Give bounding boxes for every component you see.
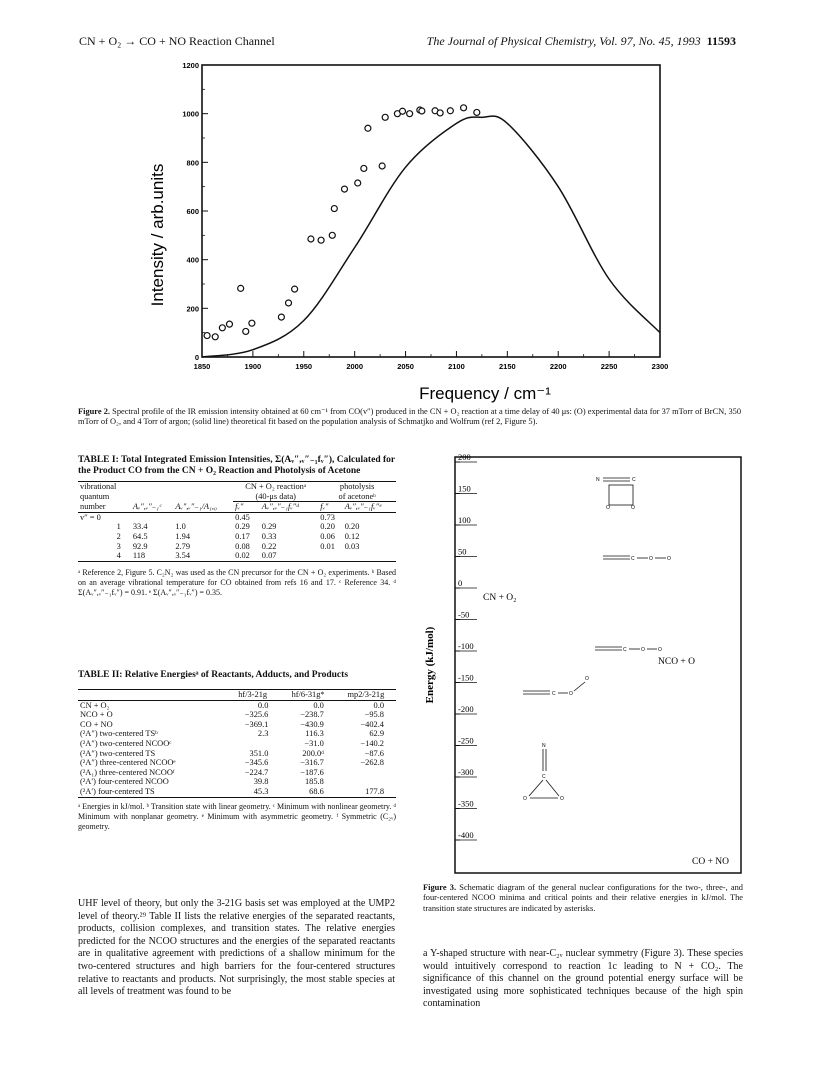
table-1-head-cell: Aᵥ″,ᵥ″₋₁fᵥ″ᵈ [261, 502, 299, 512]
figure-2-y-axis-label: Intensity / arb.units [148, 163, 167, 307]
table-2-block [78, 670, 396, 832]
table-cell: 351.0 [249, 748, 269, 758]
table-cell: 1 [116, 522, 121, 532]
energy-tick-label: 0 [458, 578, 463, 588]
table-1-head-cell: Aᵥ″,ᵥ″₋₁fᵥ″ᵉ [344, 502, 382, 512]
table-cell: 2.3 [257, 729, 269, 739]
figure-3-energy-ticks [455, 452, 477, 840]
data-point [361, 165, 367, 171]
table-cell: 0.08 [235, 541, 250, 551]
table-cell: 200.0ᵈ [302, 748, 324, 758]
atom-o: O [631, 505, 635, 511]
table-cell: −31.0 [304, 738, 324, 748]
table-row [78, 787, 396, 797]
table-1-title: TABLE I: Total Integrated Emission Intensities, Σ(Aᵥ″,ᵥ″₋₁fᵥ″), Calculated for the Product CO from the CN + O₂ Reaction and Photolysis of Acetone [78, 455, 395, 476]
table-cell [225, 739, 280, 749]
table-cell: 0.73 [320, 512, 335, 522]
data-point [278, 314, 284, 320]
table-cell [318, 551, 342, 561]
x-tick-label: 2300 [651, 362, 669, 371]
data-point [461, 105, 467, 111]
table-row [78, 758, 396, 768]
data-point [238, 285, 244, 291]
table-1-head-cell: number [80, 501, 106, 511]
table-cell: 39.8 [253, 777, 269, 787]
x-tick-label: 2150 [498, 362, 516, 371]
table-row [78, 512, 396, 522]
page-number: 11593 [706, 34, 736, 48]
table-1-head-cell: fᵥ″ [235, 502, 244, 512]
table-1-head-cell: Aᵥ″,ᵥ″₋₁ᶜ [132, 501, 162, 511]
table-cell [336, 768, 396, 778]
table-cell: 0.17 [235, 531, 250, 541]
x-tick-label: 2050 [397, 362, 414, 371]
table-cell: −262.8 [360, 758, 384, 768]
journal-citation: The Journal of Physical Chemistry, Vol. 97, No. 45, 1993 [426, 34, 701, 48]
table-cell: −87.6 [364, 748, 384, 758]
table-row [78, 739, 396, 749]
x-tick-label: 2200 [549, 362, 567, 371]
table-cell: −140.2 [360, 738, 384, 748]
table-1-block [78, 455, 396, 598]
atom-o: O [569, 691, 573, 697]
energy-tick-label: 100 [458, 515, 471, 525]
table-cell: 64.5 [132, 531, 148, 541]
figure-3-diagram [422, 451, 744, 881]
data-point [308, 236, 314, 242]
label-reactants: CN + O₂ [483, 593, 517, 603]
table-1-head-cell: vibrational [80, 482, 117, 491]
table-cell: (²A₁) three-centered NCOOᶠ [80, 767, 175, 777]
table-head-cell [78, 690, 225, 701]
table-row [78, 542, 396, 552]
data-point [341, 186, 347, 192]
table-row [78, 532, 396, 542]
atom-o: O [667, 556, 671, 562]
table-row [78, 768, 396, 778]
table-cell: −325.6 [244, 710, 269, 720]
table-cell: 1.94 [175, 531, 191, 541]
data-point [400, 108, 406, 114]
structure-linear-ncoo [603, 556, 671, 562]
data-point [243, 328, 249, 334]
atom-o: O [658, 647, 662, 653]
atom-c: C [542, 774, 546, 780]
table-1-footnote: ᵃ Reference 2, Figure 5. C₂N₂ was used as the CN precursor for the CN + O₂ experiments. ᵇ Based on an average vibrational temperature for CO obtained from refs 16 and 17. ᶜ Reference 34. ᵈ Σ(Aᵥ″,ᵥ″₋₁fᵥ″) = 0.91. ᵉ Σ(Aᵥ″,ᵥ″₋₁fᵥ″) = 0.35. [78, 567, 396, 597]
x-tick-label: 1850 [193, 362, 211, 371]
table-2-footnote: ᵃ Energies in kJ/mol. ᵇ Transition state with linear geometry. ᶜ Minimum with nonlinear geometry. ᵈ Minimum with nonplanar geometry. ᵉ Minimum with asymmetric geometry. ᶠ Symmetric (C₂ᵥ) geometry. [78, 801, 396, 831]
figure-2-chart [150, 55, 670, 405]
table-cell: −316.7 [300, 758, 324, 768]
atom-c: C [623, 647, 627, 653]
table-cell: 33.4 [132, 522, 148, 532]
table-cell: −430.9 [300, 719, 324, 729]
plot-frame [202, 65, 660, 357]
atom-o: O [641, 647, 645, 653]
data-point [292, 286, 298, 292]
table-cell: 3 [116, 541, 121, 551]
body-text-right: a Y-shaped structure with near-C₂ᵥ nuclear symmetry (Figure 3). These species would intuitively correspond to reaction 1c leading to N + CO₂. The significance of this channel on the ground potential energy surface will be investigated using more sophisticated techniques because of the high spin contamination [423, 948, 743, 1010]
data-point [219, 325, 225, 331]
table-cell: 3.54 [175, 551, 191, 561]
table-1-head-cell: Aᵥ″,ᵥ″₋₁/A₁,₀ [175, 501, 217, 511]
table-cell: (²A′) four-centered TS [80, 786, 155, 796]
figure-2-fit-line [202, 116, 660, 357]
figure-2-data-points [204, 105, 480, 340]
data-point [365, 125, 371, 131]
table-cell: 0.29 [261, 522, 277, 532]
data-point [286, 300, 292, 306]
figure-3-caption-label: Figure 3. [423, 883, 457, 892]
table-cell: 0.20 [320, 522, 335, 532]
table-row [78, 749, 396, 759]
table-cell: CO + NO [80, 719, 113, 729]
figure-2-caption [78, 407, 741, 428]
table-cell: 92.9 [132, 541, 148, 551]
figure-3-y-axis-label: Energy (kJ/mol) [424, 626, 436, 704]
atom-o: O [585, 676, 589, 682]
data-point [437, 110, 443, 116]
running-header-journal [386, 34, 736, 49]
data-point [419, 108, 425, 114]
table-cell: 0.0 [257, 700, 269, 710]
table-cell: (²A″) two-centered NCOOᶜ [80, 738, 172, 748]
table-cell: 4 [116, 551, 121, 561]
table-cell: 2.79 [175, 541, 191, 551]
data-point [204, 333, 210, 339]
figure-3-caption [423, 883, 743, 914]
table-1-group-subhead: (40-μs data) [233, 492, 318, 502]
x-tick-label: 2250 [600, 362, 618, 371]
energy-tick-label: 200 [458, 452, 471, 462]
figure-3-frame [455, 457, 741, 873]
table-cell: 0.07 [261, 551, 277, 561]
atom-o: O [560, 796, 564, 802]
table-cell: −224.7 [244, 767, 269, 777]
table-row [78, 700, 396, 710]
table-cell: 116.3 [305, 729, 324, 739]
table-2 [78, 689, 396, 798]
x-tick-label: 1900 [244, 362, 262, 371]
data-point [318, 237, 324, 243]
table-cell [343, 512, 396, 522]
label-nco-o: NCO + O [658, 657, 696, 667]
x-tick-label: 2100 [448, 362, 465, 371]
table-cell: (²A″) two-centered TSᵇ [80, 729, 158, 739]
structure-two-centered-ncoo [523, 676, 589, 697]
structure-three-centered-ncoo [523, 743, 564, 802]
table-1-group-head: photolysis [339, 482, 375, 491]
data-point [331, 206, 337, 212]
table-cell: −238.7 [300, 710, 324, 720]
table-cell: 68.6 [309, 786, 324, 796]
table-cell: v″ = 0 [80, 512, 101, 522]
table-row [78, 777, 396, 787]
table-cell: 0.45 [235, 512, 250, 522]
table-cell: 45.3 [253, 786, 269, 796]
figure-2-caption-text: Spectral profile of the IR emission intensity obtained at 60 cm⁻¹ from CO(v″) produced in the CN + O₂ reaction at a time delay of 40 μs: (O) experimental data for 37 mTorr of BrCN, 350 mTorr of O₂, and 4 Torr of argon; (solid line) theoretical fit based on the population analysis of Schmatjko and Wolfrum (ref 2, Figure 5). [78, 407, 742, 427]
table-cell: (²A″) two-centered TS [80, 748, 156, 758]
table-cell: −187.6 [300, 767, 324, 777]
table-cell: 0.02 [235, 551, 250, 561]
table-row [78, 710, 396, 720]
atom-o: O [523, 796, 527, 802]
table-cell: 0.06 [320, 531, 335, 541]
y-tick-label: 1000 [182, 109, 199, 119]
x-tick-label: 1950 [295, 362, 313, 371]
y-tick-label: 200 [186, 304, 199, 314]
table-2-title: TABLE II: Relative Energiesᵃ of Reactants, Adducts, and Products [78, 670, 349, 680]
table-cell: 62.9 [369, 729, 384, 739]
figure-2-x-axis-label: Frequency / cm⁻¹ [419, 384, 551, 403]
data-point [355, 180, 361, 186]
atom-n: N [596, 477, 600, 483]
atom-o: O [606, 505, 610, 511]
table-cell: 0.03 [344, 541, 360, 551]
table-cell: −345.6 [244, 758, 269, 768]
table-cell: −95.8 [364, 710, 384, 720]
table-cell [173, 512, 233, 522]
y-tick-label: 0 [194, 353, 199, 362]
running-header-title: CN + O₂ → CO + NO Reaction Channel [79, 34, 275, 48]
table-1-group-subhead: of acetoneᵇ [318, 492, 396, 502]
table-head-cell: hf/3-21g [238, 690, 268, 699]
table-cell: 0.33 [261, 531, 277, 541]
atom-c: C [632, 477, 636, 483]
table-cell: (²A′) four-centered NCOO [80, 777, 169, 787]
energy-tick-label: -100 [458, 641, 474, 651]
data-point [447, 108, 453, 114]
atom-c: C [631, 556, 635, 562]
table-cell: 1.0 [175, 522, 186, 532]
data-point [249, 320, 255, 326]
table-cell [260, 512, 318, 522]
label-co-no: CO + NO [692, 857, 730, 867]
x-tick-label: 2000 [346, 362, 364, 371]
table-row [78, 551, 396, 561]
structure-two-centered-ts [595, 647, 662, 653]
table-1 [78, 481, 396, 562]
fit-curve [202, 116, 660, 357]
table-cell: 118 [132, 551, 146, 561]
table-row [78, 720, 396, 730]
table-cell: 185.8 [304, 777, 324, 787]
energy-tick-label: -250 [458, 735, 474, 746]
table-cell: −369.1 [244, 719, 269, 729]
energy-tick-label: -400 [458, 830, 474, 840]
table-cell: 0.0 [373, 700, 384, 710]
data-point [407, 111, 413, 117]
table-1-head-cell: quantum [80, 491, 110, 501]
table-cell: 0.22 [261, 541, 277, 551]
table-1-group-head: CN + O₂ reactionᵃ [245, 482, 307, 491]
table-cell [336, 777, 396, 787]
table-cell: 0.29 [235, 522, 250, 532]
body-text-left: UHF level of theory, but only the 3-21G basis set was employed at the UMP2 level of theory.²⁹ Table II lists the relative energies of the separated reactants, products, collision complexes, and transition states. The relative energies predicted for the NCOO structures and the energies of the separated reactants are in qualitative agreement with predictions of a shallow minimum for the two-centered structures and high barriers for the four-centered structures relative to reactants and products. Not surprisingly, the most stable species at all levels of treatment was found to be [78, 898, 395, 998]
figure-2-caption-label: Figure 2. [78, 407, 110, 416]
table-cell [131, 512, 174, 522]
table-cell: 0.01 [320, 541, 335, 551]
energy-tick-label: -300 [458, 767, 474, 777]
y-tick-label: 800 [186, 158, 199, 168]
energy-tick-label: 50 [458, 546, 467, 557]
data-point [212, 334, 218, 340]
y-tick-label: 1200 [182, 61, 199, 70]
y-tick-label: 400 [186, 255, 199, 265]
table-cell: (²A″) three-centered NCOOᵉ [80, 758, 176, 768]
table-row [78, 522, 396, 532]
atom-n: N [542, 743, 546, 749]
table-cell: −402.4 [360, 719, 384, 729]
table-1-head-cell: fᵥ″ [320, 502, 329, 512]
data-point [226, 321, 232, 327]
table-head-cell: hf/6-31g* [291, 690, 325, 699]
table-cell: 0.20 [344, 522, 360, 532]
table-cell: 0.0 [313, 700, 324, 710]
structure-four-centered-ts [596, 477, 636, 511]
atom-c: C [552, 691, 556, 697]
table-head-cell: mp2/3-21g [347, 690, 385, 699]
y-tick-label: 600 [186, 207, 199, 216]
energy-tick-label: -200 [458, 704, 474, 714]
table-row [78, 729, 396, 739]
data-point [329, 232, 335, 238]
energy-tick-label: -150 [458, 672, 474, 683]
table-cell: 0.12 [344, 531, 360, 541]
data-point [474, 109, 480, 115]
data-point [379, 163, 385, 169]
table-cell: 177.8 [365, 786, 384, 796]
table-cell: 2 [116, 531, 121, 541]
atom-o: O [649, 556, 653, 562]
table-cell: CN + O₂ [80, 700, 110, 710]
energy-tick-label: -350 [458, 798, 474, 809]
table-cell: NCO + O [80, 710, 113, 720]
energy-tick-label: 150 [458, 483, 471, 494]
figure-3-caption-text: Schematic diagram of the general nuclear configurations for the two-, three-, and four-centered NCOO minima and critical points and their relative energies in kJ/mol. The transition state structures are indicated by asterisks. [423, 883, 743, 913]
energy-tick-label: -50 [458, 609, 470, 620]
table-cell [343, 551, 396, 561]
data-point [382, 114, 388, 120]
